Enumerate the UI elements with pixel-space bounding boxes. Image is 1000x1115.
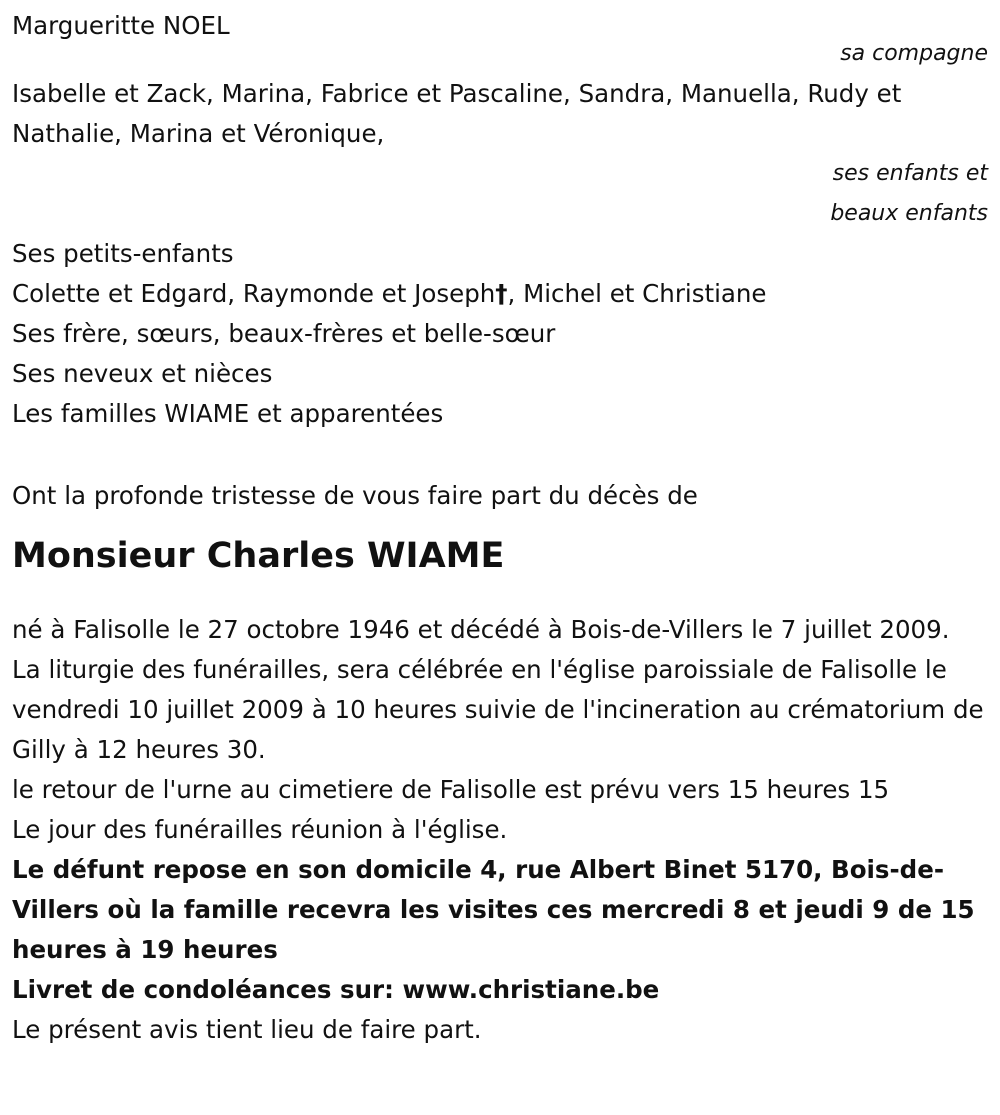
nephews-line: Ses neveux et nièces (12, 359, 273, 388)
visitation-text: Le défunt repose en son domicile 4, rue Albert Binet 5170, Bois-de-Villers où la famille recevra les visites ces mercredi 8 et jeudi 9 de 15 heures à 19 heures (12, 855, 975, 964)
condolences-text: Livret de condoléances sur: www.christiane.be (12, 975, 660, 1004)
grandchildren-line: Ses petits-enfants (12, 239, 234, 268)
siblings-names-suffix: , Michel et Christiane (507, 279, 767, 308)
cross-icon: † (495, 279, 508, 308)
liturgy-text: La liturgie des funérailles, sera célébrée en l'église paroissiale de Falisolle le vendredi 10 juillet 2009 à 10 heures suivie de l'incineration au crématorium de Gilly à 12 heures 30. (12, 655, 984, 764)
siblings-names-prefix: Colette et Edgard, Raymonde et Joseph (12, 279, 496, 308)
spacer (12, 434, 988, 476)
companion-role: sa compagne (840, 41, 988, 66)
siblings-line: Ses frère, sœurs, beaux-frères et belle-sœur (12, 319, 556, 348)
deceased-name: Monsieur Charles WIAME (12, 536, 505, 576)
announcement-intro: Ont la profonde tristesse de vous faire part du décès de (12, 481, 698, 510)
siblings-names-line (12, 274, 988, 314)
birth-death-text: né à Falisolle le 27 octobre 1946 et décédé à Bois-de-Villers le 7 juillet 2009. (12, 615, 950, 644)
families-line: Les familles WIAME et apparentées (12, 399, 444, 428)
urn-return-text: le retour de l'urne au cimetiere de Falisolle est prévu vers 15 heures 15 (12, 775, 890, 804)
companion-name: Margueritte NOEL (12, 11, 230, 40)
notice-text: Le présent avis tient lieu de faire part. (12, 1015, 482, 1044)
children-names: Isabelle et Zack, Marina, Fabrice et Pascaline, Sandra, Manuella, Rudy et Nathalie, Marina et Véronique, (12, 79, 902, 148)
reunion-text: Le jour des funérailles réunion à l'église. (12, 815, 508, 844)
children-role: ses enfants et beaux enfants (830, 161, 988, 226)
